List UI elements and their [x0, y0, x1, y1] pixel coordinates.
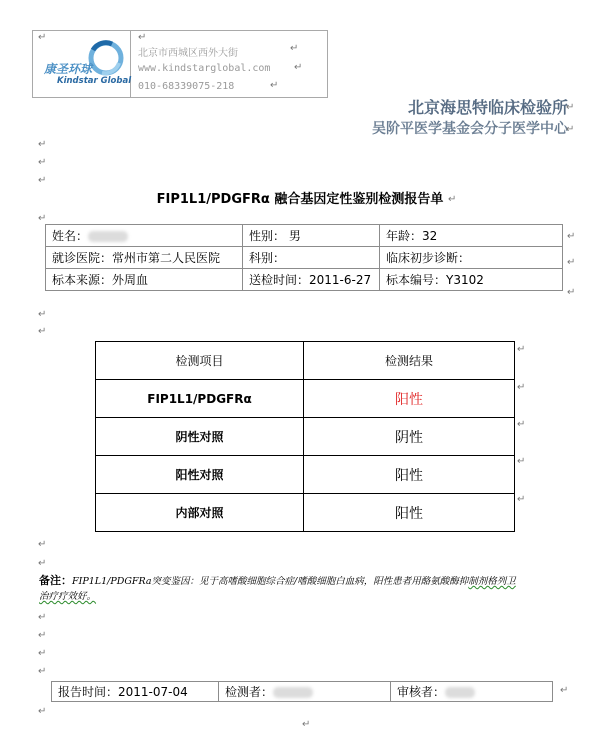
paragraph-mark: ↵: [567, 257, 576, 268]
paragraph-mark: ↵: [567, 231, 576, 242]
redacted-tester: [273, 687, 313, 698]
result-value: 阳性: [304, 380, 515, 418]
paragraph-mark: ↵: [560, 685, 569, 696]
reviewer-cell: [391, 682, 553, 702]
sample-no-value: Y3102: [446, 273, 484, 287]
table-row: [52, 682, 553, 702]
results-table: [95, 341, 515, 532]
hospital-value: 常州市第二人民医院: [112, 251, 221, 265]
paragraph-mark: ↵: [38, 213, 47, 224]
table-header-row: [96, 342, 515, 380]
dept-cell: [243, 247, 380, 269]
reviewer-label: 审核者：: [397, 685, 446, 699]
remark-paragraph: [39, 573, 569, 604]
paragraph-mark: ↵: [517, 456, 526, 467]
logo-english-text: Kindstar Global: [57, 76, 132, 86]
age-cell: [380, 225, 563, 247]
dept-label: 科别：: [249, 251, 286, 265]
paragraph-mark: ↵: [517, 382, 526, 393]
hospital-label: 就诊医院：: [52, 251, 113, 265]
website-line: www.kindstarglobal.com: [138, 63, 271, 74]
result-item: 阴性对照: [96, 418, 304, 456]
remark-drug: 制剂格列卫: [468, 576, 516, 587]
report-time-cell: [52, 682, 219, 702]
tester-label: 检测者：: [225, 685, 274, 699]
name-label: 姓名：: [52, 229, 89, 243]
age-label: 年龄：: [386, 229, 423, 243]
diagnosis-cell: [380, 247, 563, 269]
remark-text: FIP1L1/PDGFRa突变鉴因：见于高嗜酸细胞综合症/嗜酸细胞白血病，阳性患者用酪氨酸酶抑: [72, 576, 469, 587]
paragraph-mark: ↵: [38, 706, 47, 717]
name-cell: [46, 225, 243, 247]
result-value: 阳性: [304, 494, 515, 532]
paragraph-mark: ↵: [517, 344, 526, 355]
table-row: [96, 380, 515, 418]
tester-cell: [219, 682, 391, 702]
phone-line: 010-68339075-218: [138, 81, 235, 92]
table-row: [96, 456, 515, 494]
result-value: 阳性: [304, 456, 515, 494]
paragraph-mark: ↵: [38, 558, 47, 569]
paragraph-mark: ↵: [38, 309, 47, 320]
institution-name: 北京海思特临床检验所: [407, 98, 568, 117]
specimen-value: 外周血: [112, 273, 149, 287]
table-row: [96, 494, 515, 532]
table-row: [46, 269, 563, 291]
paragraph-mark: ↵: [517, 419, 526, 430]
report-title: [0, 188, 600, 207]
sent-cell: [243, 269, 380, 291]
paragraph-mark: ↵: [566, 102, 575, 113]
center-name: 吴阶平医学基金会分子医学中心: [372, 121, 568, 137]
specimen-label: 标本来源：: [52, 273, 113, 287]
paragraph-mark: ↵: [566, 124, 575, 135]
col-result-header: 检测结果: [304, 342, 515, 380]
paragraph-mark: ↵: [38, 630, 47, 641]
result-item: FIP1L1/PDGFRα: [96, 380, 304, 418]
result-value: 阴性: [304, 418, 515, 456]
sex-value: 男: [288, 229, 301, 243]
paragraph-mark: ↵: [302, 719, 311, 730]
remark-label: 备注：: [39, 574, 72, 587]
paragraph-mark: ↵: [38, 139, 47, 150]
paragraph-mark: ↵: [294, 62, 303, 73]
paragraph-mark: ↵: [38, 326, 47, 337]
title-gene: FIP1L1/PDGFRα: [156, 192, 270, 207]
redacted-reviewer: [445, 687, 475, 698]
paragraph-mark: ↵: [290, 43, 299, 54]
paragraph-mark: ↵: [448, 194, 457, 205]
sex-cell: [243, 225, 380, 247]
paragraph-mark: ↵: [38, 175, 47, 186]
sample-no-label: 标本编号：: [386, 273, 447, 287]
hospital-cell: [46, 247, 243, 269]
paragraph-mark: ↵: [517, 494, 526, 505]
paragraph-mark: ↵: [38, 539, 47, 550]
title-text: 融合基因定性鉴别检测报告单: [269, 192, 444, 207]
paragraph-mark: ↵: [38, 612, 47, 623]
result-item: 内部对照: [96, 494, 304, 532]
redacted-name: [88, 231, 128, 242]
paragraph-mark: ↵: [38, 157, 47, 168]
paragraph-mark: ↵: [138, 32, 147, 43]
col-item-header: 检测项目: [96, 342, 304, 380]
report-time-label: 报告时间：: [58, 685, 119, 699]
paragraph-mark: ↵: [270, 80, 279, 91]
report-time-value: 2011-07-04: [118, 685, 188, 699]
sample-no-cell: [380, 269, 563, 291]
paragraph-mark: ↵: [38, 32, 47, 43]
paragraph-mark: ↵: [567, 287, 576, 298]
sex-label: 性别：: [249, 229, 286, 243]
diagnosis-label: 临床初步诊断：: [386, 251, 471, 265]
logo-chinese-text: 康圣环球: [44, 62, 93, 76]
address-line: 北京市西城区西外大街: [138, 48, 238, 59]
paragraph-mark: ↵: [38, 648, 47, 659]
table-row: [46, 247, 563, 269]
patient-info-table: [45, 224, 563, 291]
sent-value: 2011-6-27: [309, 273, 372, 287]
letterhead-divider: [130, 30, 131, 98]
table-row: [46, 225, 563, 247]
signoff-table: [51, 681, 553, 702]
result-item: 阳性对照: [96, 456, 304, 494]
remark-text-cont: 治疗疗效好。: [39, 591, 97, 602]
age-value: 32: [422, 229, 438, 243]
table-row: [96, 418, 515, 456]
paragraph-mark: ↵: [38, 666, 47, 677]
specimen-cell: [46, 269, 243, 291]
sent-label: 送检时间：: [249, 273, 310, 287]
